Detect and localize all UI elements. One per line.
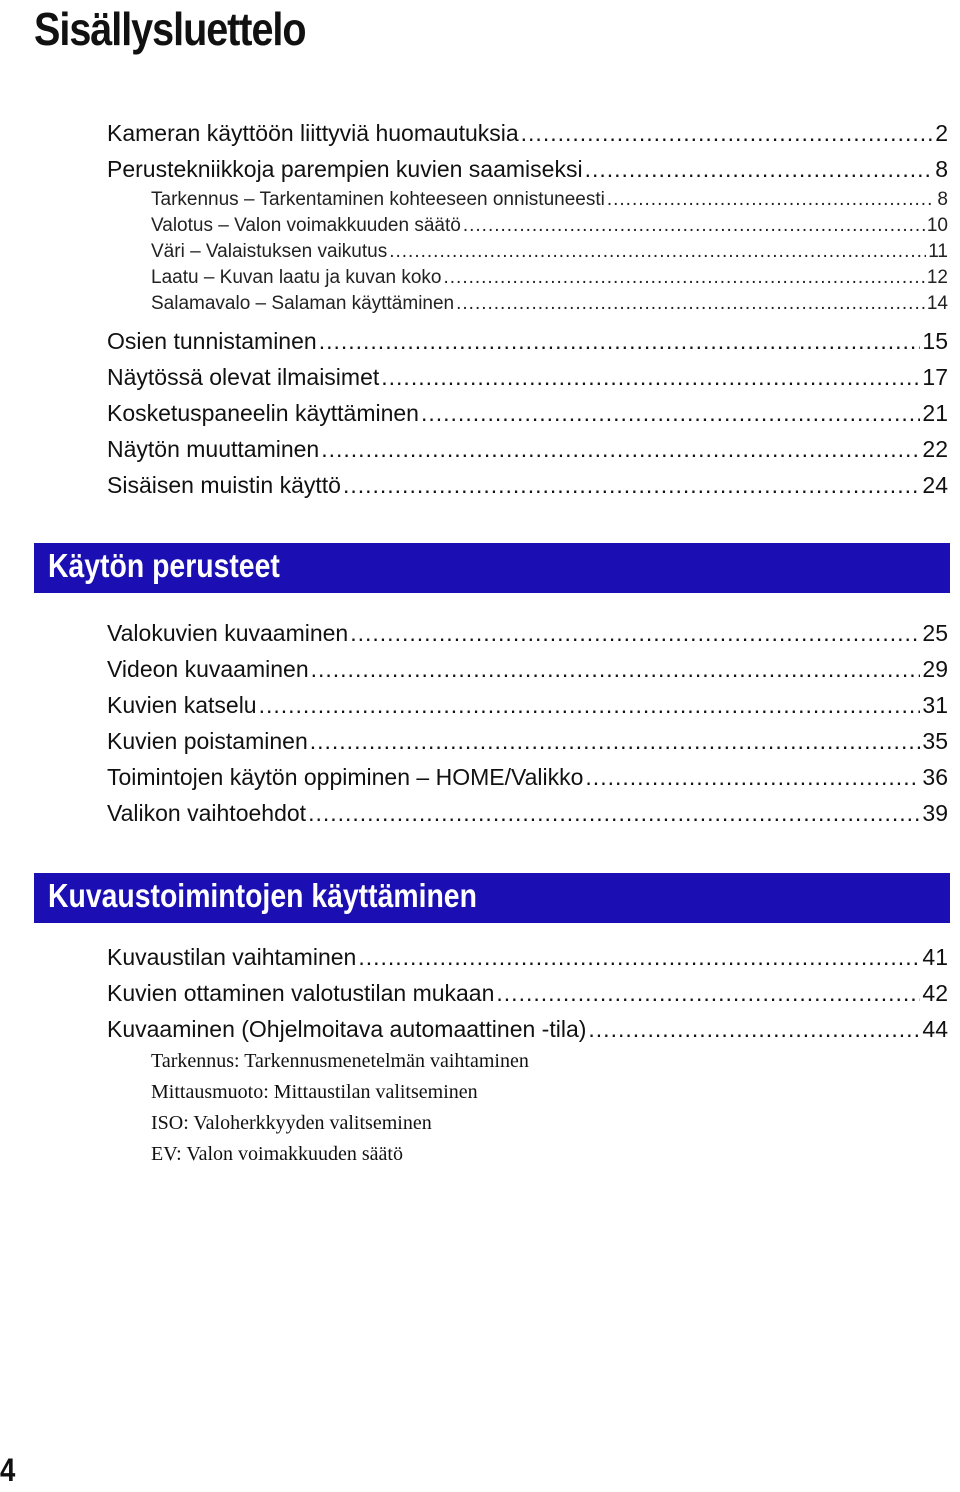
toc-entry[interactable]	[0, 323, 948, 359]
toc-entry-page: 2	[935, 120, 948, 146]
dot-leader	[585, 759, 920, 795]
toc-entry-page: 36	[922, 764, 948, 790]
toc-subentry[interactable]	[0, 291, 948, 317]
toc-entry[interactable]	[0, 651, 948, 687]
dot-leader	[588, 1011, 920, 1047]
toc-entry-page: 11	[928, 241, 948, 262]
toc-entry-text: Kuvaaminen (Ohjelmoitava automaattinen -tila)	[107, 1016, 587, 1042]
toc-entry-page: 35	[922, 728, 948, 754]
toc-entry-text: Valokuvien kuvaaminen	[107, 620, 349, 646]
dot-leader	[463, 213, 925, 239]
toc-subitem[interactable]: ISO: Valoherkkyyden valitseminen	[151, 1112, 432, 1134]
dot-leader	[311, 651, 921, 687]
toc-entry[interactable]	[0, 359, 948, 395]
toc-subitem[interactable]: Tarkennus: Tarkennusmenetelmän vaihtaminen	[151, 1050, 529, 1072]
toc-entry-page: 15	[922, 328, 948, 354]
toc-entry[interactable]	[0, 115, 948, 151]
section-heading: Kuvaustoimintojen käyttäminen	[48, 877, 477, 914]
toc-entry-text: Salamavalo – Salaman käyttäminen	[151, 293, 455, 314]
toc-entry[interactable]	[0, 1011, 948, 1047]
toc-entry-page: 8	[937, 189, 948, 210]
toc-intro	[0, 115, 960, 503]
toc-entry-text: Kuvaustilan vaihtaminen	[107, 944, 357, 970]
toc-subentry[interactable]	[0, 187, 948, 213]
toc-subitem[interactable]: Mittausmuoto: Mittaustilan valitseminen	[151, 1081, 478, 1103]
dot-leader	[521, 115, 934, 151]
dot-leader	[607, 187, 936, 213]
toc-subentry[interactable]	[0, 265, 948, 291]
toc-entry[interactable]	[0, 759, 948, 795]
toc-entry-page: 22	[922, 436, 948, 462]
toc-entry[interactable]	[0, 431, 948, 467]
toc-entry-text: Kuvien katselu	[107, 692, 257, 718]
toc-entry[interactable]	[0, 939, 948, 975]
toc-entry-page: 29	[922, 656, 948, 682]
dot-leader	[389, 239, 926, 265]
dot-leader	[310, 723, 921, 759]
toc-subitem[interactable]: EV: Valon voimakkuuden säätö	[151, 1143, 403, 1165]
toc-entry[interactable]	[0, 723, 948, 759]
toc-entry-page: 10	[926, 215, 948, 236]
toc-entry-page: 24	[922, 472, 948, 498]
toc-entry-page: 17	[922, 364, 948, 390]
dot-leader	[308, 795, 920, 831]
toc-entry[interactable]	[0, 467, 948, 503]
dot-leader	[456, 291, 925, 317]
toc-entry-text: Toimintojen käytön oppiminen – HOME/Valikko	[107, 764, 584, 790]
toc-entry-text: Kuvien poistaminen	[107, 728, 308, 754]
toc-entry-page: 12	[926, 267, 948, 288]
toc-entry-text: Videon kuvaaminen	[107, 656, 309, 682]
toc-entry-text: Kuvien ottaminen valotustilan mukaan	[107, 980, 495, 1006]
toc-entry-text: Kosketuspaneelin käyttäminen	[107, 400, 419, 426]
toc-entry-text: Laatu – Kuvan laatu ja kuvan koko	[151, 267, 442, 288]
toc-entry-text: Valotus – Valon voimakkuuden säätö	[151, 215, 461, 236]
toc-entry-text: Valikon vaihtoehdot	[107, 800, 307, 826]
toc-entry[interactable]	[0, 395, 948, 431]
dot-leader	[358, 939, 920, 975]
section-heading-bar	[34, 543, 950, 593]
dot-leader	[319, 323, 921, 359]
section-heading-bar	[34, 873, 950, 923]
toc-entry-text: Näytön muuttaminen	[107, 436, 320, 462]
toc-entry-page: 25	[922, 620, 948, 646]
dot-leader	[585, 151, 934, 187]
toc-entry[interactable]	[0, 975, 948, 1011]
page-title: Sisällysluettelo	[34, 3, 306, 55]
toc-entry-page: 42	[922, 980, 948, 1006]
toc-entry-page: 31	[922, 692, 948, 718]
toc-entry-text: Osien tunnistaminen	[107, 328, 317, 354]
toc-entry-page: 8	[935, 156, 948, 182]
toc-entry[interactable]	[0, 687, 948, 723]
toc-entry-text: Kameran käyttöön liittyviä huomautuksia	[107, 120, 519, 146]
toc-entry-text: Tarkennus – Tarkentaminen kohteeseen onnistuneesti	[151, 189, 605, 210]
toc-entry-page: 44	[922, 1016, 948, 1042]
dot-leader	[259, 687, 921, 723]
toc-entry-text: Perustekniikkoja parempien kuvien saamiseksi	[107, 156, 583, 182]
toc-entry-page: 14	[926, 293, 948, 314]
toc-entry-page: 21	[922, 400, 948, 426]
toc-subitem-list	[151, 1046, 529, 1170]
toc-entry-text: Näytössä olevat ilmaisimet	[107, 364, 380, 390]
dot-leader	[343, 467, 920, 503]
toc-entry[interactable]	[0, 151, 948, 187]
toc-entry-page: 39	[922, 800, 948, 826]
toc-entry[interactable]	[0, 795, 948, 831]
toc-entry-page: 41	[922, 944, 948, 970]
toc-entry-text: Sisäisen muistin käyttö	[107, 472, 341, 498]
dot-leader	[350, 615, 920, 651]
toc-entry-text: Väri – Valaistuksen vaikutus	[151, 241, 388, 262]
toc-section-basics	[0, 615, 960, 831]
toc-section-shooting	[0, 939, 960, 1047]
section-heading: Käytön perusteet	[48, 547, 280, 584]
dot-leader	[421, 395, 920, 431]
dot-leader	[443, 265, 924, 291]
toc-entry[interactable]	[0, 615, 948, 651]
toc-subentry[interactable]	[0, 213, 948, 239]
dot-leader	[496, 975, 920, 1011]
toc-subentry[interactable]	[0, 239, 948, 265]
dot-leader	[321, 431, 920, 467]
dot-leader	[381, 359, 920, 395]
page-number: 4	[0, 1452, 16, 1488]
